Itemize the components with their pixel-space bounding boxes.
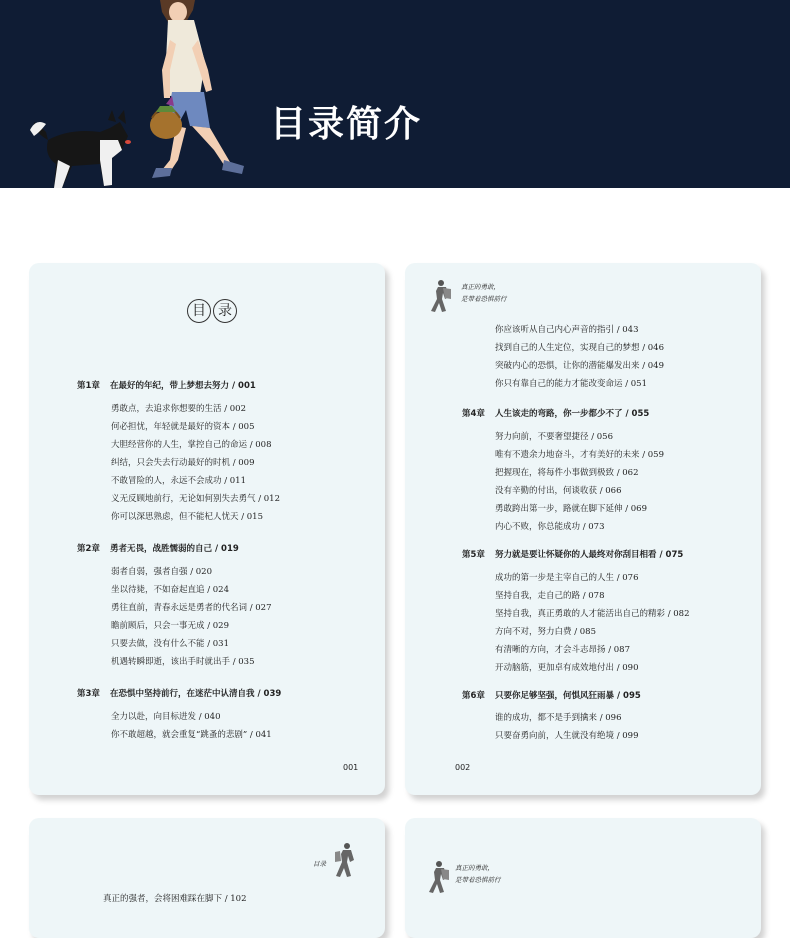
toc-page-2 [405, 263, 761, 795]
banner-title: 目录简介 [270, 104, 423, 145]
chapter-title: 人生该走的弯路，你一步都少不了 / 055 [495, 409, 650, 419]
hiker-icon [427, 860, 453, 894]
toc-heading-char: 目 [187, 299, 211, 323]
chapter-heading [77, 379, 256, 391]
page-header-line: 是带着恐惧前行 [455, 876, 501, 884]
hiker-icon [335, 842, 357, 882]
toc-entry: 突破内心的恐惧，让你的潜能爆发出来 / 049 [495, 361, 664, 371]
toc-entry: 勇敢跨出第一步，路就在脚下延伸 / 069 [495, 504, 647, 514]
page-header [455, 862, 501, 886]
chapter-title: 只要你足够坚强，何惧风狂雨暴 / 095 [495, 691, 641, 701]
page-number: 002 [455, 763, 471, 772]
toc-entry: 成功的第一步是主宰自己的人生 / 076 [495, 573, 639, 583]
toc-entry: 坐以待毙，不如奋起直追 / 024 [111, 585, 229, 595]
chapter-heading [77, 542, 239, 554]
toc-entry: 方向不对，努力白费 / 085 [495, 627, 596, 637]
chapter-heading [462, 548, 683, 560]
toc-entry: 找到自己的人生定位，实现自己的梦想 / 046 [495, 343, 664, 353]
chapter-title: 勇者无畏，战胜懦弱的自己 / 019 [110, 544, 239, 554]
chapter-label: 第6章 [462, 691, 485, 701]
toc-entry: 只要去做，没有什么不能 / 031 [111, 639, 229, 649]
toc-entry: 勇往直前，青春永远是勇者的代名词 / 027 [111, 603, 272, 613]
chapter-title: 在最好的年纪，带上梦想去努力 / 001 [110, 381, 256, 391]
chapter-label: 第5章 [462, 550, 485, 560]
toc-entry: 唯有不遗余力地奋斗，才有美好的未来 / 059 [495, 450, 664, 460]
page-number: 001 [343, 763, 359, 772]
chapter-title: 在恐惧中坚持前行，在迷茫中认清自我 / 039 [110, 689, 282, 699]
toc-heading-char: 录 [213, 299, 237, 323]
toc-entry: 你应该听从自己内心声音的指引 / 043 [495, 325, 639, 335]
toc-heading [187, 299, 237, 323]
chapter-label: 第2章 [77, 544, 100, 554]
toc-entry: 内心不败，你总能成功 / 073 [495, 522, 605, 532]
toc-page-1 [29, 263, 385, 795]
toc-entry: 把握现在，将每件小事做到极致 / 062 [495, 468, 639, 478]
page-header-line: 真正的勇敢， [455, 864, 494, 872]
chapter-title: 努力就是要让怀疑你的人最终对你刮目相看 / 075 [495, 550, 684, 560]
toc-entry: 不敢冒险的人，永远不会成功 / 011 [111, 476, 246, 486]
toc-entry: 谁的成功，都不是手到擒来 / 096 [495, 713, 622, 723]
toc-entry: 开动脑筋，更加卓有成效地付出 / 090 [495, 663, 639, 673]
toc-entry: 只要奋勇向前，人生就没有绝境 / 099 [495, 731, 639, 741]
toc-entry: 纠结，只会失去行动最好的时机 / 009 [111, 458, 255, 468]
girl-and-dog-illustration [0, 0, 260, 188]
toc-entry: 努力向前，不要奢望捷径 / 056 [495, 432, 613, 442]
toc-entry: 大胆经营你的人生，掌控自己的命运 / 008 [111, 440, 272, 450]
toc-entry: 弱者自弱，强者自强 / 020 [111, 567, 212, 577]
toc-entry: 没有辛勤的付出，何谈收获 / 066 [495, 486, 622, 496]
toc-entry: 机遇转瞬即逝，该出手时就出手 / 035 [111, 657, 255, 667]
toc-entry: 瞻前顾后，只会一事无成 / 029 [111, 621, 229, 631]
chapter-heading [462, 689, 641, 701]
toc-entry: 你不敢超越，就会重复“跳蚤的悲剧” / 041 [111, 730, 272, 740]
toc-entry: 真正的强者，会将困难踩在脚下 / 102 [103, 894, 247, 904]
toc-page-3 [29, 818, 385, 938]
toc-entry: 勇敢点，去追求你想要的生活 / 002 [111, 404, 246, 414]
page-header-line: 真正的勇敢， [461, 283, 500, 291]
toc-entry: 坚持自我，真正勇敢的人才能活出自己的精彩 / 082 [495, 609, 690, 619]
chapter-label: 第4章 [462, 409, 485, 419]
header-banner [0, 0, 790, 188]
toc-entry: 何必担忧，年轻就是最好的资本 / 005 [111, 422, 255, 432]
chapter-heading [77, 687, 281, 699]
toc-entry: 你只有靠自己的能力才能改变命运 / 051 [495, 379, 647, 389]
hiker-icon [429, 279, 455, 313]
chapter-label: 第3章 [77, 689, 100, 699]
chapter-heading [462, 407, 649, 419]
toc-entry: 你可以深思熟虑，但不能杞人忧天 / 015 [111, 512, 263, 522]
toc-page-4 [405, 818, 761, 938]
page-header [461, 281, 507, 305]
toc-entry: 全力以赴，向目标进发 / 040 [111, 712, 221, 722]
chapter-label: 第1章 [77, 381, 100, 391]
toc-entry: 义无反顾地前行，无论如何别失去勇气 / 012 [111, 494, 280, 504]
page-header-line: 是带着恐惧前行 [461, 295, 507, 303]
toc-entry: 坚持自我，走自己的路 / 078 [495, 591, 605, 601]
page-header: 目录 [313, 860, 326, 868]
toc-entry: 有清晰的方向，才会斗志昂扬 / 087 [495, 645, 630, 655]
